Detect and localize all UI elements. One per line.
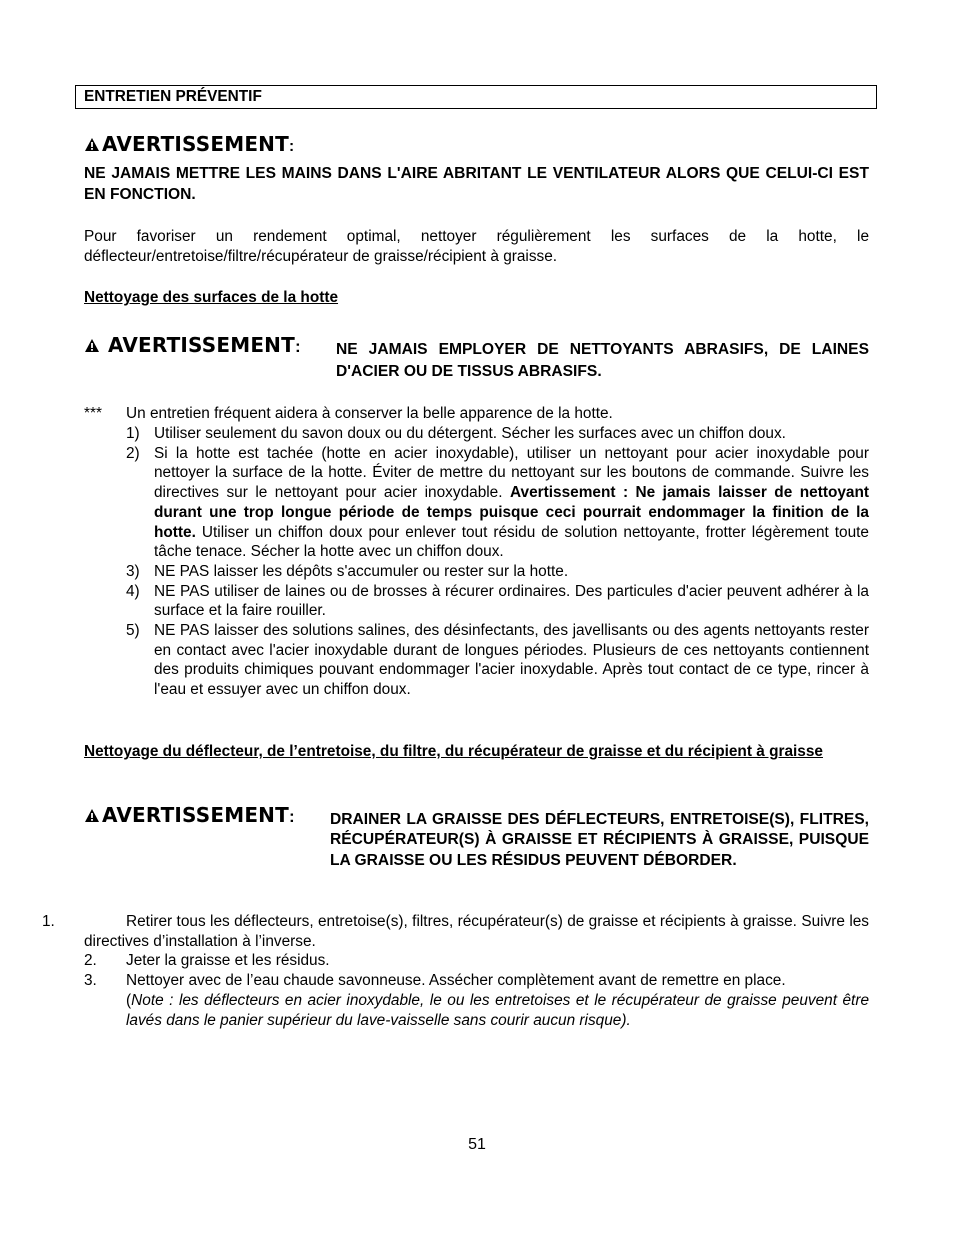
list-number: 2. bbox=[84, 952, 97, 970]
list-item: 2. Jeter la graisse et les résidus. bbox=[84, 952, 330, 970]
note-text: Un entretien fréquent aidera à conserver la belle apparence de la hotte. bbox=[126, 405, 613, 422]
list-number: 1. bbox=[42, 913, 55, 930]
page-number: 51 bbox=[468, 1136, 486, 1153]
steps-list bbox=[42, 912, 869, 1030]
list-number: 4) bbox=[126, 582, 140, 600]
inline-warning: Avertissement : Ne jamais laisser de nettoyant durant une trop longue période de temps puisque ceci pourrait endommager la finition de la hotte. bbox=[154, 484, 869, 541]
warning-heading-1: AVERTISSEMENT: bbox=[84, 135, 294, 157]
list-item: 1) Utiliser seulement du savon doux ou du détergent. Sécher les surfaces avec un chiffon doux. bbox=[126, 425, 786, 442]
note-marker: *** bbox=[84, 405, 102, 422]
list-number: 3. bbox=[84, 972, 97, 990]
subsection-title-2: Nettoyage du déflecteur, de l’entretoise, du filtre, du récupérateur de graisse et du récipient à graisse bbox=[84, 743, 823, 760]
warning-heading-2: AVERTISSEMENT: bbox=[84, 336, 301, 358]
subsection-title-1: Nettoyage des surfaces de la hotte bbox=[84, 289, 339, 306]
care-list bbox=[126, 424, 869, 700]
list-item: 1. Retirer tous les déflecteurs, entretoise(s), filtres, récupérateur(s) de graisse et récipients à graisse. Suivre les directives d’installation à l’inverse. bbox=[42, 913, 869, 950]
warning-word: AVERTISSEMENT bbox=[102, 132, 289, 156]
warning-text-3: DRAINER LA GRAISSE DES DÉFLECTEURS, ENTRETOISE(S), FLITRES, RÉCUPÉRATEUR(S) À GRAISSE ET RÉCIPIENTS À GRAISSE, PUISQUE LA GRAISSE OU LES RÉSIDUS PEUVENT DÉBORDER. bbox=[330, 811, 869, 869]
warning-triangle-icon bbox=[84, 137, 100, 152]
note-italic: Note : les déflecteurs en acier inoxydable, le ou les entretoises et le récupérateur de graisse peuvent être lavés dans le panier supérieur du lave-vaisselle sans courir aucun risque). bbox=[126, 991, 869, 1029]
warning-triangle-icon bbox=[84, 338, 100, 353]
intro-paragraph: Pour favoriser un rendement optimal, nettoyer régulièrement les surfaces de la hotte, le déflecteur/entretoise/filtre/récupérateur de graisse/récipient à graisse. bbox=[84, 228, 869, 265]
warning-text-1: NE JAMAIS METTRE LES MAINS DANS L'AIRE ABRITANT LE VENTILATEUR ALORS QUE CELUI-CI EST EN FONCTION. bbox=[84, 165, 869, 203]
list-number: 3) bbox=[126, 562, 140, 580]
list-number: 1) bbox=[126, 425, 140, 442]
warning-heading-3: AVERTISSEMENT: bbox=[84, 806, 295, 828]
list-number: 2) bbox=[126, 444, 140, 462]
warning-word: AVERTISSEMENT bbox=[102, 803, 289, 827]
warning-triangle-icon bbox=[84, 808, 100, 823]
list-item: 5) NE PAS laisser des solutions salines, des désinfectants, des javellisants ou des agents nettoyants rester en contact avec l'acier inoxydable durant de longues périodes. Plusieurs de ces nettoyants contiennent des produits chimiques pouvant endommager l'acier inoxydable. Après tout contact de ce type, rincer à l'eau et essuyer avec un chiffon doux. bbox=[126, 622, 869, 699]
list-item: 3. Nettoyer avec de l’eau chaude savonneuse. Assécher complètement avant de remettre en place. (Note : les déflecteurs en acier inoxydable, le ou les entretoises et le récupérateur de graisse peuvent être lavés dans le panier supérieur du lave-vaisselle sans courir aucun risque). bbox=[84, 972, 869, 1029]
warning-text-2: NE JAMAIS EMPLOYER DE NETTOYANTS ABRASIFS, DE LAINES D'ACIER OU DE TISSUS ABRASIFS. bbox=[336, 341, 869, 380]
list-item: 2) Si la hotte est tachée (hotte en acier inoxydable), utiliser un nettoyant pour acier inoxydable pour nettoyer la surface de la hotte. Éviter de mettre du nettoyant sur les boutons de commande. Suivre les directives sur le nettoyant pour acier inoxydable. Avertissement : Ne jamais laisser de nettoyant durant une trop longue période de temps puisque ceci pourrait endommager la finition de la hotte. Utiliser un chiffon doux pour enlever tout résidu de solution nettoyante, frotter légèrement toute tâche tenace. Sécher la hotte avec un chiffon doux. bbox=[126, 444, 869, 561]
section-header bbox=[75, 85, 877, 109]
section-title: ENTRETIEN PRÉVENTIF bbox=[84, 88, 262, 105]
warning-word: AVERTISSEMENT bbox=[108, 333, 295, 357]
list-number: 5) bbox=[126, 622, 140, 640]
list-item: 3) NE PAS laisser les dépôts s'accumuler ou rester sur la hotte. bbox=[126, 562, 569, 580]
list-item: 4) NE PAS utiliser de laines ou de brosses à récurer ordinaires. Des particules d'acier peuvent adhérer à la surface et la faire rouiller. bbox=[126, 582, 869, 620]
